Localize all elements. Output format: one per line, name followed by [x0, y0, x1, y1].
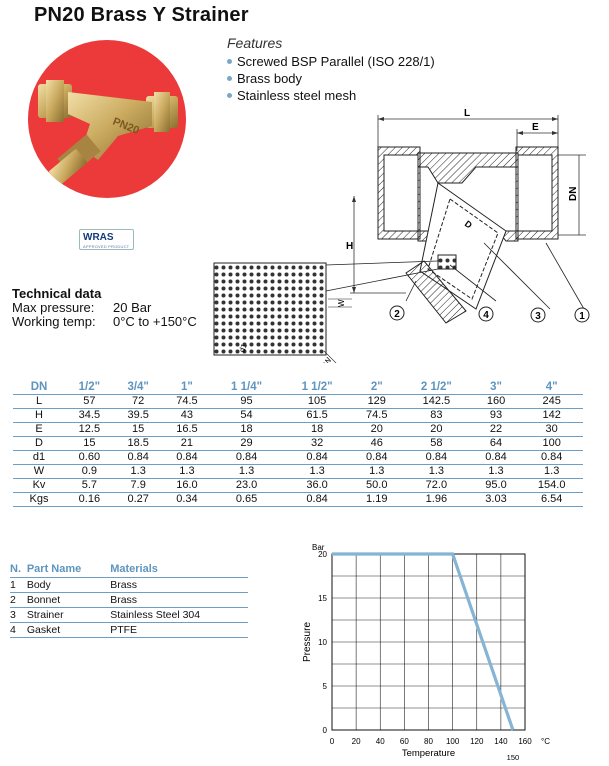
x-tick-label: 140	[494, 737, 508, 746]
table-row	[13, 422, 583, 436]
dims-cell: 0.84	[472, 450, 521, 464]
parts-cell: Strainer	[27, 607, 110, 622]
dims-cell: 1.3	[211, 464, 282, 478]
dims-header-cell: 3"	[472, 380, 521, 394]
parts-cell: Gasket	[27, 622, 110, 637]
dims-row-label: E	[13, 422, 65, 436]
dims-cell: 142	[520, 408, 583, 422]
x-tick-label: 80	[424, 737, 433, 746]
dims-cell: 0.84	[520, 450, 583, 464]
dims-cell: 0.65	[211, 492, 282, 506]
pressure-temperature-chart	[296, 524, 596, 766]
parts-cell: PTFE	[110, 622, 248, 637]
tech-label: Max pressure:	[12, 300, 95, 315]
dims-header-cell: 1"	[163, 380, 212, 394]
dims-cell: 0.60	[65, 450, 114, 464]
dims-cell: 46	[352, 436, 401, 450]
dim-dn-label: DN	[568, 186, 579, 201]
dims-row-label: H	[13, 408, 65, 422]
dims-cell: 1.3	[520, 464, 583, 478]
dims-cell: 15	[65, 436, 114, 450]
parts-header-cell: Materials	[110, 562, 248, 577]
x-tick-label: 60	[399, 737, 409, 746]
callout-3: 3	[535, 311, 541, 322]
tech-row-pressure	[12, 301, 197, 315]
dims-cell: 0.84	[163, 450, 212, 464]
table-row	[13, 450, 583, 464]
dim-w2-label: W	[321, 355, 334, 363]
dims-cell: 58	[401, 436, 472, 450]
dims-header-cell: 4"	[520, 380, 583, 394]
callout-4: 4	[483, 310, 489, 321]
x-tick-label: 120	[470, 737, 484, 746]
dims-cell: 74.5	[163, 394, 212, 408]
product-photo	[28, 40, 186, 198]
table-row	[13, 436, 583, 450]
table-row	[10, 592, 248, 607]
dims-cell: 6.54	[520, 492, 583, 506]
dims-cell: 129	[352, 394, 401, 408]
x-tick-label: 100	[445, 737, 460, 746]
dim-d-label: D	[462, 218, 474, 231]
callout-2: 2	[394, 309, 400, 320]
dims-cell: 36.0	[282, 478, 353, 492]
dims-cell: 0.84	[114, 450, 163, 464]
parts-table	[10, 562, 248, 638]
dim-e-label: E	[532, 122, 539, 133]
dims-cell: 1.3	[282, 464, 353, 478]
dims-cell: 64	[472, 436, 521, 450]
dims-cell: 0.34	[163, 492, 212, 506]
dims-cell: 16.5	[163, 422, 212, 436]
dims-cell: 72.0	[401, 478, 472, 492]
features-heading: Features	[227, 35, 283, 51]
page-title: PN20 Brass Y Strainer	[34, 4, 249, 26]
dims-cell: 72	[114, 394, 163, 408]
dims-row-label: L	[13, 394, 65, 408]
dims-cell: 57	[65, 394, 114, 408]
x-tick-label: 40	[375, 737, 385, 746]
parts-cell: Brass	[110, 592, 248, 607]
y-tick-label: 20	[318, 550, 327, 559]
y-tick-label: 5	[322, 682, 327, 691]
dims-row-label: d1	[13, 450, 65, 464]
dims-cell: 21	[163, 436, 212, 450]
dims-cell: 32	[282, 436, 353, 450]
dims-header-cell: 1 1/2"	[282, 380, 353, 394]
feature-item: Brass body	[227, 70, 435, 87]
dims-cell: 0.16	[65, 492, 114, 506]
parts-header-cell: Part Name	[27, 562, 110, 577]
dims-cell: 1.3	[163, 464, 212, 478]
dims-row-label: W	[13, 464, 65, 478]
technical-drawing	[206, 103, 596, 368]
parts-header-cell: N.	[10, 562, 27, 577]
callout-1: 1	[579, 311, 585, 322]
parts-cell: Brass	[110, 577, 248, 592]
dims-header-cell: 2 1/2"	[401, 380, 472, 394]
dims-cell: 0.84	[401, 450, 472, 464]
parts-cell: Bonnet	[27, 592, 110, 607]
table-row	[13, 394, 583, 408]
dims-cell: 16.0	[163, 478, 212, 492]
parts-cell: 4	[10, 622, 27, 637]
dimensions-table	[13, 380, 583, 507]
dims-cell: 18	[282, 422, 353, 436]
parts-cell: 3	[10, 607, 27, 622]
dims-cell: 74.5	[352, 408, 401, 422]
dims-cell: 54	[211, 408, 282, 422]
table-row	[10, 607, 248, 622]
dim-h-label: H	[346, 241, 354, 252]
dims-cell: 30	[520, 422, 583, 436]
dims-cell: 1.3	[114, 464, 163, 478]
y-axis-label: Pressure	[302, 621, 313, 663]
dims-cell: 43	[163, 408, 212, 422]
dims-cell: 0.27	[114, 492, 163, 506]
wras-sub-text: APPROVED PRODUCT	[83, 244, 130, 249]
dims-cell: 1.96	[401, 492, 472, 506]
dims-cell: 20	[352, 422, 401, 436]
dims-cell: 15	[114, 422, 163, 436]
dims-row-label: D	[13, 436, 65, 450]
x-axis-label: Temperature	[401, 748, 456, 759]
dims-cell: 1.3	[352, 464, 401, 478]
x-tick-label: 0	[329, 737, 335, 746]
dims-cell: 95	[211, 394, 282, 408]
svg-text:PN20: PN20	[110, 115, 141, 138]
tech-row-temp	[12, 315, 197, 329]
dim-w-label: W	[337, 299, 346, 307]
dims-cell: 23.0	[211, 478, 282, 492]
technical-data	[12, 287, 197, 329]
table-row	[10, 577, 248, 592]
dims-cell: 3.03	[472, 492, 521, 506]
dims-cell: 50.0	[352, 478, 401, 492]
dims-cell: 83	[401, 408, 472, 422]
x-tick-label: 160	[518, 737, 532, 746]
dims-cell: 105	[282, 394, 353, 408]
dims-cell: 245	[520, 394, 583, 408]
y-tick-label: 15	[318, 594, 327, 603]
dims-cell: 0.9	[65, 464, 114, 478]
dims-cell: 154.0	[520, 478, 583, 492]
x-tick-label: 20	[351, 737, 361, 746]
dims-cell: 0.84	[211, 450, 282, 464]
dims-header-cell: 1/2"	[65, 380, 114, 394]
tech-label: Working temp:	[12, 314, 96, 329]
x-unit-label: °C	[541, 737, 550, 746]
dims-cell: 1.3	[401, 464, 472, 478]
dims-cell: 100	[520, 436, 583, 450]
dims-cell: 1.19	[352, 492, 401, 506]
table-row	[13, 464, 583, 478]
technical-heading: Technical data	[12, 286, 102, 301]
dim-d1-label: d1	[237, 342, 249, 354]
dims-row-label: Kgs	[13, 492, 65, 506]
wras-logo-text: WRAS	[83, 232, 114, 243]
dims-cell: 142.5	[401, 394, 472, 408]
dims-cell: 18	[211, 422, 282, 436]
dims-cell: 160	[472, 394, 521, 408]
table-row	[13, 408, 583, 422]
table-row	[13, 478, 583, 492]
dims-cell: 39.5	[114, 408, 163, 422]
dims-cell: 61.5	[282, 408, 353, 422]
dims-cell: 0.84	[282, 492, 353, 506]
feature-item: Stainless steel mesh	[227, 87, 435, 104]
dims-cell: 18.5	[114, 436, 163, 450]
parts-cell: Body	[27, 577, 110, 592]
dims-header-cell: DN	[13, 380, 65, 394]
dims-cell: 5.7	[65, 478, 114, 492]
tech-value: 20 Bar	[113, 300, 152, 315]
dim-l-label: L	[464, 108, 471, 119]
dims-header-cell: 1 1/4"	[211, 380, 282, 394]
dims-cell: 29	[211, 436, 282, 450]
dims-cell: 0.84	[352, 450, 401, 464]
x-tick-label-150: 150	[506, 753, 520, 762]
y-tick-label: 0	[322, 726, 327, 735]
dims-cell: 7.9	[114, 478, 163, 492]
table-row	[10, 622, 248, 637]
dims-cell: 12.5	[65, 422, 114, 436]
y-tick-label: 10	[318, 638, 327, 647]
dims-cell: 95.0	[472, 478, 521, 492]
dims-cell: 20	[401, 422, 472, 436]
wras-badge	[79, 229, 134, 250]
parts-cell: 2	[10, 592, 27, 607]
y-unit-label: Bar	[312, 543, 325, 552]
feature-item: Screwed BSP Parallel (ISO 228/1)	[227, 53, 435, 70]
dims-header-cell: 2"	[352, 380, 401, 394]
features-list	[227, 35, 435, 104]
dims-cell: 93	[472, 408, 521, 422]
table-row	[13, 492, 583, 506]
dims-cell: 1.3	[472, 464, 521, 478]
parts-cell: Stainless Steel 304	[110, 607, 248, 622]
dims-cell: 22	[472, 422, 521, 436]
tech-value: 0°C to +150°C	[113, 314, 197, 329]
dims-header-cell: 3/4"	[114, 380, 163, 394]
parts-cell: 1	[10, 577, 27, 592]
dims-row-label: Kv	[13, 478, 65, 492]
dims-cell: 0.84	[282, 450, 353, 464]
dims-cell: 34.5	[65, 408, 114, 422]
